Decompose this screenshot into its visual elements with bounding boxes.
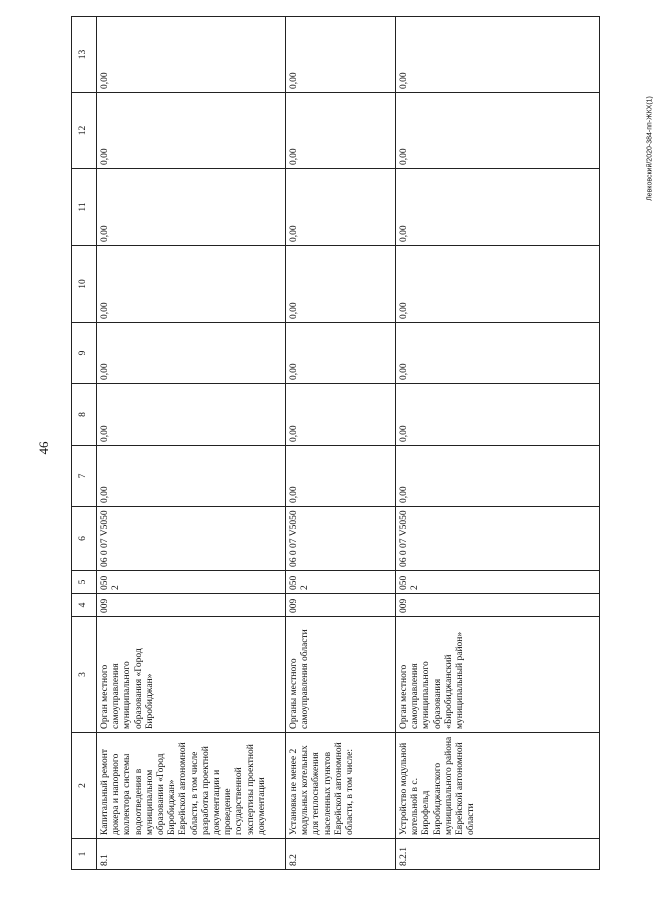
document-reference-note: Левковский/2020-384-пп-ЖКХ(1)	[646, 96, 654, 201]
value-cell: 0,00	[97, 246, 286, 323]
value-cell: 0,00	[396, 169, 600, 246]
header-cell: 5	[72, 571, 97, 594]
value-cell: 0,00	[286, 384, 396, 446]
header-cell: 4	[72, 594, 97, 617]
measure-name: Капитальный ремонт дюкера и напорного коллектора системы водоотведения в муниципальном образовании «Город Биробиджан» Еврейской автономной области, в том числе разработка проектной документации и проведение государственной экспертизы проектной документации	[97, 733, 286, 839]
value-cell: 0,00	[286, 323, 396, 384]
rzpr-code: 0502	[396, 571, 600, 594]
csr-code: 06 0 07 V5050	[286, 507, 396, 571]
value-cell: 0,00	[396, 17, 600, 93]
header-cell: 11	[72, 169, 97, 246]
value-cell: 0,00	[286, 246, 396, 323]
value-cell: 0,00	[286, 169, 396, 246]
value-cell: 0,00	[97, 384, 286, 446]
csr-code: 06 0 07 V5050	[97, 507, 286, 571]
header-cell: 9	[72, 323, 97, 384]
header-row	[72, 17, 97, 870]
row-number: 8.1	[97, 839, 286, 870]
table-row	[396, 17, 600, 870]
budget-table	[71, 16, 600, 870]
page-number: 46	[36, 441, 51, 455]
header-cell: 1	[72, 839, 97, 870]
measure-name: Установка не менее 2 модульных котельных для теплоснабжения населенных пунктов Еврейской автономной области, в том числе:	[286, 733, 396, 839]
responsible-org: Органы местного самоуправления области	[286, 617, 396, 733]
row-number: 8.2	[286, 839, 396, 870]
grbs-code: 009	[396, 594, 600, 617]
responsible-org: Орган местного самоуправления муниципального образования «Город Биробиджан»	[97, 617, 286, 733]
table-row	[97, 17, 286, 870]
measure-name: Устройство модульной котельной в с. Бирофельд Биробиджанского муниципального района Еврейской автономной области	[396, 733, 600, 839]
value-cell: 0,00	[97, 323, 286, 384]
rzpr-code: 0502	[286, 571, 396, 594]
header-cell: 6	[72, 507, 97, 571]
header-cell: 13	[72, 17, 97, 93]
value-cell: 0,00	[396, 246, 600, 323]
header-cell: 10	[72, 246, 97, 323]
value-cell: 0,00	[97, 93, 286, 169]
table-row	[286, 17, 396, 870]
header-cell: 3	[72, 617, 97, 733]
value-cell: 0,00	[396, 384, 600, 446]
value-cell: 0,00	[97, 169, 286, 246]
grbs-code: 009	[97, 594, 286, 617]
rotated-table-container	[71, 17, 600, 870]
header-cell: 8	[72, 384, 97, 446]
value-cell: 0,00	[396, 93, 600, 169]
csr-code: 06 0 07 V5050	[396, 507, 600, 571]
grbs-code: 009	[286, 594, 396, 617]
header-cell: 7	[72, 446, 97, 507]
value-cell: 0,00	[286, 93, 396, 169]
value-cell: 0,00	[286, 446, 396, 507]
value-cell: 0,00	[97, 446, 286, 507]
row-number: 8.2.1	[396, 839, 600, 870]
value-cell: 0,00	[396, 446, 600, 507]
header-cell: 2	[72, 733, 97, 839]
rzpr-code: 0502	[97, 571, 286, 594]
responsible-org: Орган местного самоуправления муниципального образования «Биробиджанский муниципальный район»	[396, 617, 600, 733]
value-cell: 0,00	[97, 17, 286, 93]
header-cell: 12	[72, 93, 97, 169]
value-cell: 0,00	[396, 323, 600, 384]
value-cell: 0,00	[286, 17, 396, 93]
